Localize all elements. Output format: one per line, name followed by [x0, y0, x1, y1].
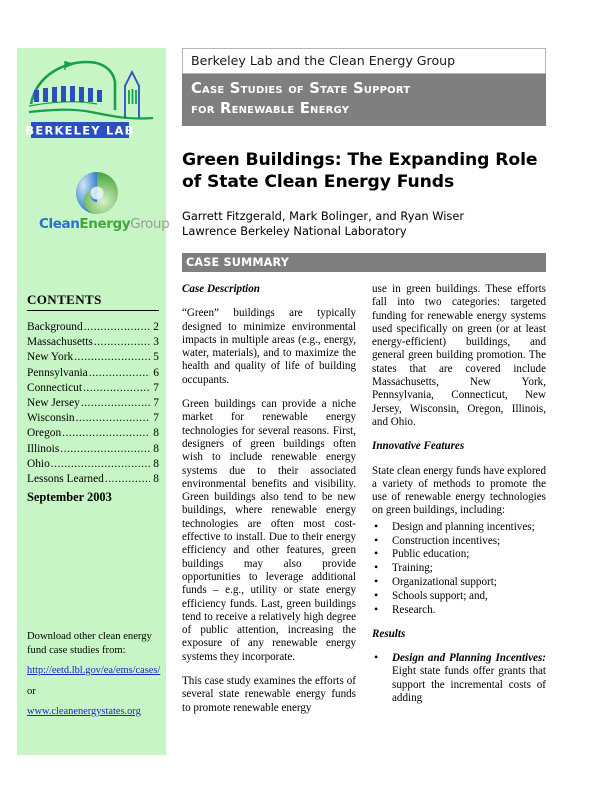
toc-item-page: 5: [153, 351, 159, 364]
toc-item-label: Background: [27, 321, 83, 333]
feature-list-item: • Research.: [372, 604, 546, 617]
toc-item[interactable]: [27, 442, 159, 457]
toc-item[interactable]: [27, 320, 159, 335]
toc-leader-dots: [74, 350, 150, 365]
toc-leader-dots: [89, 366, 150, 381]
sidebar: [17, 48, 170, 755]
toc-item-label: Ohio: [27, 457, 50, 470]
toc-item[interactable]: [27, 457, 159, 472]
download-info: [27, 630, 163, 719]
clean-energy-group-logo: [39, 170, 170, 244]
toc-item-page: 6: [153, 366, 159, 379]
feature-list-item: • Construction incentives;: [372, 535, 546, 548]
organization-bar: Berkeley Lab and the Clean Energy Group: [182, 48, 546, 74]
toc-item-page: 7: [153, 397, 159, 410]
paragraph-case-description-1: “Green” buildings are typically designed to minimize environmental impacts in multiple areas (e.g., energy, water, materials), and to maximize the health and quality of life of building occupants.: [182, 307, 356, 386]
author-block: [182, 209, 546, 238]
subhead-innovative-features: Innovative Features: [372, 440, 465, 453]
toc-leader-dots: [105, 472, 150, 487]
toc-item-label: New York: [27, 351, 74, 364]
ceg-word-energy: Energy: [79, 216, 131, 232]
paragraph-case-description-2: Green buildings can provide a niche market for renewable energy technologies for several reasons. First, designers of green buildings often wish to include renewable energy systems due to their associated environmental benefits and visibility. Green buildings also tend to be new buildings, where renewable energy technologies are often most cost-effective to install. Due to their energy efficiency and other features, green buildings may also provide opportunities to leverage additional funds – e.g., utility or state energy efficiency funds. Last, green buildings tend to receive a relatively high degree of public attention, increasing the exposure of any renewable energy systems they incorporate.: [182, 398, 356, 663]
toc-item-label: Wisconsin: [27, 412, 75, 425]
toc-item-label: Pennsylvania: [27, 366, 88, 379]
toc-leader-dots: [84, 320, 150, 335]
toc-leader-dots: [94, 335, 150, 350]
subhead-case-description: Case Description: [182, 283, 260, 295]
toc-item-label: Illinois: [27, 442, 60, 455]
result-item-lead: Design and Planning Incentives:: [392, 652, 546, 665]
main-content: [182, 48, 546, 715]
feature-list-item: • Organizational support;: [372, 576, 546, 589]
download-link-cesa[interactable]: www.cleanenergystates.org: [27, 706, 141, 717]
toc-leader-dots: [62, 426, 150, 441]
result-item-text: Eight state funds offer grants that support the incremental costs of adding: [392, 665, 546, 705]
toc-leader-dots: [51, 457, 150, 472]
toc-item-label: Connecticut: [27, 381, 83, 394]
svg-text:BERKELEY LAB: BERKELEY LAB: [25, 123, 135, 138]
clean-energy-group-swirl-icon: [74, 170, 120, 216]
feature-list-item: • Schools support; and,: [372, 590, 546, 603]
series-title-band: [182, 74, 546, 126]
affiliation-line: Lawrence Berkeley National Laboratory: [182, 223, 407, 238]
toc-item[interactable]: [27, 426, 159, 441]
toc-item[interactable]: [27, 396, 159, 411]
download-text-line1: Download other clean energy: [27, 631, 152, 642]
toc-leader-dots: [83, 381, 150, 396]
toc-item-label: Oregon: [27, 427, 62, 440]
toc-item-page: 3: [153, 336, 159, 349]
results-list: [372, 652, 546, 705]
feature-list-item: • Design and planning incentives;: [372, 521, 546, 534]
series-title-line1: Case Studies of State Support: [191, 80, 411, 97]
publication-date: September 2003: [27, 490, 112, 504]
toc-leader-dots: [81, 396, 150, 411]
toc-item[interactable]: [27, 350, 159, 365]
series-title-line2: for Renewable Energy: [191, 100, 350, 117]
result-item-design-planning: [372, 652, 546, 705]
download-text-line2: fund case studies from:: [27, 644, 126, 656]
toc-item[interactable]: [27, 411, 159, 426]
toc-item-label: New Jersey: [27, 397, 80, 410]
contents-heading: CONTENTS: [27, 292, 159, 311]
ceg-word-group: Group: [130, 216, 170, 232]
toc-leader-dots: [76, 411, 150, 426]
feature-list-item: • Public education;: [372, 548, 546, 561]
body-column-right: [372, 283, 546, 715]
clean-energy-group-wordmark: [39, 216, 170, 232]
toc-leader-dots: [60, 442, 150, 457]
body-column-left: [182, 283, 356, 715]
two-column-body: [182, 283, 546, 715]
toc-item-label: Lessons Learned: [27, 473, 104, 486]
paragraph-case-description-3: This case study examines the efforts of several state renewable energy funds to promote renewable energy: [182, 675, 356, 714]
page-title: Green Buildings: The Expanding Role of State Clean Energy Funds: [182, 150, 538, 192]
toc-item[interactable]: [27, 381, 159, 396]
toc-item[interactable]: [27, 472, 159, 487]
paragraph-innovative-features: State clean energy funds have explored a variety of methods to promote the use of renewable energy technologies on green buildings, including:: [372, 464, 546, 517]
toc-item-page: 8: [153, 473, 159, 486]
toc-item-label: Massachusetts: [27, 336, 93, 349]
section-band-case-summary: CASE SUMMARY: [182, 253, 546, 272]
ceg-word-clean: Clean: [39, 216, 80, 232]
table-of-contents: [27, 292, 159, 487]
subhead-results: Results: [372, 627, 406, 640]
toc-item[interactable]: [27, 366, 159, 381]
download-or-text: or: [27, 685, 36, 697]
toc-item-page: 7: [153, 412, 159, 425]
berkeley-lab-logo: [25, 56, 157, 148]
toc-item[interactable]: [27, 335, 159, 350]
innovative-features-list: [372, 521, 546, 617]
paragraph-continued: use in green buildings. These efforts fall into two categories: targeted funding for renewable energy systems used specifically on green (or at least energy-efficient) buildings, and general green building promotion. The states that are covered include Massachusetts, New York, Pennsylvania, Connecticut, New Jersey, Wisconsin, Oregon, Illinois, and Ohio.: [372, 283, 546, 428]
authors-line: Garrett Fitzgerald, Mark Bolinger, and Ryan Wiser: [182, 209, 465, 223]
toc-item-page: 8: [153, 442, 159, 455]
download-link-lbl[interactable]: http://eetd.lbl.gov/ea/ems/cases/: [27, 665, 161, 676]
feature-list-item: • Training;: [372, 562, 546, 575]
toc-item-page: 2: [153, 321, 159, 333]
toc-item-page: 7: [153, 381, 159, 394]
toc-item-page: 8: [153, 427, 159, 440]
contents-list: [27, 320, 159, 487]
toc-item-page: 8: [153, 457, 159, 470]
